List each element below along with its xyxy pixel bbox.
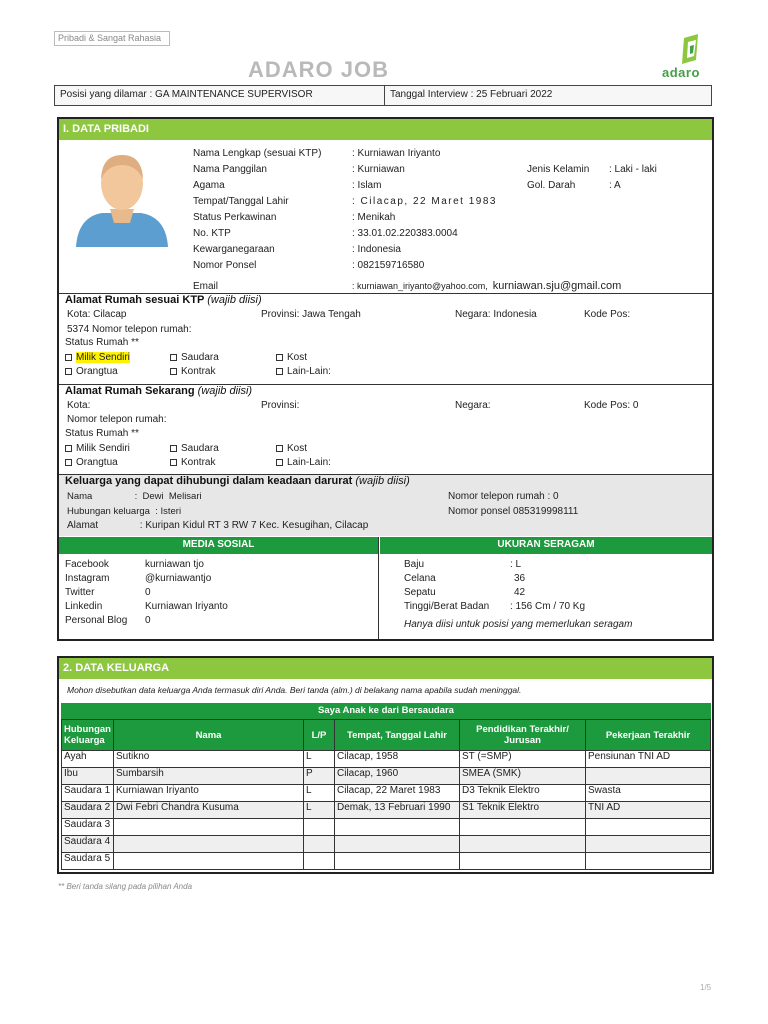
table-cell: Saudara 4 — [62, 836, 114, 853]
column-header: Pekerjaan Terakhir — [586, 720, 711, 751]
table-cell — [586, 768, 711, 785]
blood-value: : A — [609, 180, 621, 191]
cur-negara: Negara: — [455, 400, 491, 411]
table-cell: L — [304, 802, 335, 819]
table-cell: L — [304, 751, 335, 768]
field-value: : Kurniawan — [352, 164, 405, 175]
checkbox-icon — [276, 354, 283, 361]
field-value: : Islam — [352, 180, 382, 191]
social-value: 0 — [145, 615, 151, 626]
table-cell: Pensiunan TNI AD — [586, 751, 711, 768]
table-cell — [586, 853, 711, 870]
ktp-opt-orangtua[interactable] — [65, 366, 118, 377]
table-header-row — [62, 720, 711, 751]
table-cell: Saudara 2 — [62, 802, 114, 819]
option-label: Lain-Lain: — [287, 457, 331, 468]
table-row — [62, 819, 711, 836]
table-cell — [460, 836, 586, 853]
cur-opt-kontrak[interactable] — [170, 457, 215, 468]
option-label: Milik Sendiri — [76, 443, 130, 454]
email-label: Email — [193, 281, 219, 292]
option-label: Kontrak — [181, 457, 216, 468]
uniform-label: Baju — [404, 559, 425, 570]
table-cell — [114, 836, 304, 853]
table-cell — [335, 836, 460, 853]
table-cell — [114, 853, 304, 870]
family-table — [61, 719, 711, 870]
table-cell: Sumbarsih — [114, 768, 304, 785]
table-cell: L — [304, 785, 335, 802]
table-cell: Saudara 5 — [62, 853, 114, 870]
email-value: : kurniawan_iriyanto@yahoo.com, — [352, 281, 488, 291]
table-cell: Saudara 3 — [62, 819, 114, 836]
checkbox-icon — [170, 368, 177, 375]
table-row — [62, 853, 711, 870]
option-label: Kontrak — [181, 366, 216, 377]
column-header: Nama — [114, 720, 304, 751]
field-row — [193, 260, 533, 276]
emergency-address: Alamat : Kuripan Kidul RT 3 RW 7 Kec. Kesugihan, Cilacap — [67, 520, 369, 531]
field-row — [193, 180, 533, 196]
table-row — [62, 751, 711, 768]
position-applied: Posisi yang dilamar : GA MAINTENANCE SUPERVISOR — [55, 86, 385, 105]
uniform-label: Tinggi/Berat Badan — [404, 601, 490, 612]
option-label: Kost — [287, 443, 308, 454]
table-row — [62, 802, 711, 819]
uniform-value: 36 — [514, 573, 526, 584]
adaro-logo — [660, 34, 714, 82]
email-value-2: kurniawan.sju@gmail.com — [492, 280, 622, 292]
field-value: : 082159716580 — [352, 260, 425, 271]
ktp-opt-kost[interactable] — [276, 352, 307, 363]
emergency-title — [65, 475, 410, 487]
section-data-pribadi — [57, 117, 714, 641]
confidential-label: Pribadi & Sangat Rahasia — [54, 31, 170, 46]
uniform-value: : L — [510, 559, 522, 570]
table-cell — [335, 819, 460, 836]
option-label: Milik Sendiri — [76, 352, 130, 363]
current-address-title-text: Alamat Rumah Sekarang — [65, 385, 195, 397]
table-cell: S1 Teknik Elektro — [460, 802, 586, 819]
uniform-row — [404, 573, 704, 587]
uniform-label: Celana — [404, 573, 436, 584]
social-label: Facebook — [65, 559, 109, 570]
cur-kodepos: Kode Pos: 0 — [584, 400, 639, 411]
uniform-list — [404, 559, 704, 615]
checkbox-icon — [276, 368, 283, 375]
social-list — [65, 559, 365, 629]
column-header: Tempat, Tanggal Lahir — [335, 720, 460, 751]
cur-opt-saudara[interactable] — [170, 443, 219, 454]
option-label: Saudara — [181, 352, 219, 363]
table-row — [62, 768, 711, 785]
emergency-note: (wajib diisi) — [355, 475, 410, 487]
checkbox-icon — [65, 368, 72, 375]
table-cell: Cilacap, 22 Maret 1983 — [335, 785, 460, 802]
table-cell: Ayah — [62, 751, 114, 768]
field-row — [193, 228, 533, 244]
option-label: Orangtua — [76, 366, 118, 377]
table-cell — [586, 819, 711, 836]
social-label: Instagram — [65, 573, 110, 584]
social-value: Kurniawan Iriyanto — [145, 601, 228, 612]
field-row — [193, 164, 533, 180]
cur-status-label: Status Rumah ** — [65, 428, 139, 439]
social-row — [65, 615, 365, 629]
field-value: : Menikah — [352, 212, 396, 223]
ktp-opt-saudara[interactable] — [170, 352, 219, 363]
ktp-address-title — [65, 294, 262, 306]
emergency-mobile: Nomor ponsel 085319998111 — [448, 506, 579, 517]
checkbox-icon — [65, 445, 72, 452]
ktp-opt-milik[interactable] — [65, 352, 130, 363]
column-header: L/P — [304, 720, 335, 751]
field-label: Kewarganegaraan — [193, 244, 275, 255]
field-label: No. KTP — [193, 228, 231, 239]
emergency-title-text: Keluarga yang dapat dihubungi dalam keadaan darurat — [65, 475, 353, 487]
table-cell: Swasta — [586, 785, 711, 802]
social-value: kurniawan tjo — [145, 559, 204, 570]
interview-date: Tanggal Interview : 25 Februari 2022 — [390, 89, 553, 100]
current-address-title — [65, 385, 252, 397]
field-label: Agama — [193, 180, 225, 191]
ktp-provinsi: Provinsi: Jawa Tengah — [261, 309, 361, 320]
social-row — [65, 601, 365, 615]
table-cell — [114, 819, 304, 836]
table-row — [62, 785, 711, 802]
field-label: Nomor Ponsel — [193, 260, 257, 271]
family-table-body — [62, 751, 711, 870]
page-number: 1/5 — [700, 983, 712, 992]
ktp-address-note: (wajib diisi) — [207, 294, 262, 306]
checkbox-icon — [170, 459, 177, 466]
table-cell: Dwi Febri Chandra Kusuma — [114, 802, 304, 819]
avatar-icon — [74, 149, 169, 247]
cur-opt-milik[interactable] — [65, 443, 130, 454]
gender-label: Jenis Kelamin — [527, 164, 590, 175]
uniform-title: UKURAN SERAGAM — [380, 537, 712, 554]
option-label: Kost — [287, 352, 308, 363]
column-header: Hubungan Keluarga — [62, 720, 114, 751]
social-label: Twitter — [65, 587, 95, 598]
table-cell: Saudara 1 — [62, 785, 114, 802]
table-cell: Ibu — [62, 768, 114, 785]
position-bar — [54, 85, 712, 106]
page-title: ADARO JOB — [248, 57, 390, 82]
ktp-status-label: Status Rumah ** — [65, 337, 139, 348]
table-cell: Sutikno — [114, 751, 304, 768]
family-table-title: Saya Anak ke dari Bersaudara — [61, 703, 711, 719]
field-value: : Indonesia — [352, 244, 401, 255]
cur-phone: Nomor telepon rumah: — [67, 414, 167, 425]
uniform-panel — [380, 537, 712, 639]
field-value: : Cilacap, 22 Maret 1983 — [352, 196, 497, 207]
option-label: Saudara — [181, 443, 219, 454]
gender-value: : Laki - laki — [609, 164, 657, 175]
table-cell: Cilacap, 1958 — [335, 751, 460, 768]
table-cell — [304, 836, 335, 853]
adaro-logo-icon — [660, 34, 714, 66]
field-row — [193, 196, 533, 212]
checkbox-icon — [276, 445, 283, 452]
social-label: Personal Blog — [65, 615, 128, 626]
table-cell: TNI AD — [586, 802, 711, 819]
ktp-opt-kontrak[interactable] — [170, 366, 215, 377]
uniform-row — [404, 559, 704, 573]
uniform-value: : 156 Cm / 70 Kg — [510, 601, 586, 612]
table-cell — [304, 853, 335, 870]
social-media-panel — [59, 537, 379, 639]
checkbox-icon — [170, 445, 177, 452]
ktp-opt-lain[interactable] — [276, 366, 331, 377]
table-cell — [304, 819, 335, 836]
cur-provinsi: Provinsi: — [261, 400, 300, 411]
field-row — [193, 212, 533, 228]
section-title: I. DATA PRIBADI — [59, 119, 712, 140]
field-row — [193, 244, 533, 260]
ktp-negara: Negara: Indonesia — [455, 309, 537, 320]
table-cell: D3 Teknik Elektro — [460, 785, 586, 802]
field-label: Nama Panggilan — [193, 164, 267, 175]
column-header: Pendidikan Terakhir/ Jurusan — [460, 720, 586, 751]
section-data-keluarga — [57, 656, 714, 874]
social-label: Linkedin — [65, 601, 103, 612]
ktp-kota: Kota: Cilacap — [67, 309, 127, 320]
checkbox-icon — [170, 354, 177, 361]
table-cell: ST (=SMP) — [460, 751, 586, 768]
option-label: Lain-Lain: — [287, 366, 331, 377]
logo-text: adaro — [662, 65, 700, 80]
table-cell: SMEA (SMK) — [460, 768, 586, 785]
blood-label: Gol. Darah — [527, 180, 576, 191]
field-label: Nama Lengkap (sesuai KTP) — [193, 148, 322, 159]
section-title: 2. DATA KELUARGA — [59, 658, 712, 679]
social-media-title: MEDIA SOSIAL — [59, 537, 378, 554]
cur-opt-kost[interactable] — [276, 443, 307, 454]
cur-opt-lain[interactable] — [276, 457, 331, 468]
table-cell — [586, 836, 711, 853]
table-row — [62, 836, 711, 853]
ktp-address-title-text: Alamat Rumah sesuai KTP — [65, 294, 205, 306]
emergency-name: Nama : Dewi Melisari — [67, 491, 202, 502]
field-label: Tempat/Tanggal Lahir — [193, 196, 289, 207]
checkbox-icon — [65, 459, 72, 466]
social-value: 0 — [145, 587, 151, 598]
uniform-label: Sepatu — [404, 587, 436, 598]
cur-opt-orangtua[interactable] — [65, 457, 118, 468]
email-row — [193, 280, 621, 292]
table-cell — [460, 853, 586, 870]
table-cell: Cilacap, 1960 — [335, 768, 460, 785]
uniform-row — [404, 601, 704, 615]
checkbox-icon — [276, 459, 283, 466]
emergency-contact-panel — [59, 475, 712, 536]
personal-fields — [193, 148, 533, 276]
footnote: ** Beri tanda silang pada pilihan Anda — [58, 882, 193, 891]
field-value: : 33.01.02.220383.0004 — [352, 228, 458, 239]
cur-kota: Kota: — [67, 400, 91, 411]
field-row — [193, 148, 533, 164]
checkbox-icon — [65, 354, 72, 361]
social-row — [65, 587, 365, 601]
ktp-kodepos: Kode Pos: — [584, 309, 631, 320]
section-intro: Mohon disebutkan data keluarga Anda termasuk diri Anda. Beri tanda (alm.) di belakang nama apabila sudah meninggal. — [67, 685, 522, 695]
table-cell — [460, 819, 586, 836]
current-address-note: (wajib diisi) — [197, 385, 253, 397]
table-cell — [335, 853, 460, 870]
social-value: @kurniawantjo — [145, 573, 212, 584]
option-label: Orangtua — [76, 457, 118, 468]
uniform-note: Hanya diisi untuk posisi yang memerlukan seragam — [404, 619, 633, 630]
table-cell: Kurniawan Iriyanto — [114, 785, 304, 802]
ktp-phone: 5374 Nomor telepon rumah: — [67, 324, 192, 335]
social-row — [65, 573, 365, 587]
table-cell: Demak, 13 Februari 1990 — [335, 802, 460, 819]
emergency-home-phone: Nomor telepon rumah : 0 — [448, 491, 559, 502]
field-label: Status Perkawinan — [193, 212, 277, 223]
social-row — [65, 559, 365, 573]
uniform-row — [404, 587, 704, 601]
field-value: : Kurniawan Iriyanto — [352, 148, 441, 159]
table-cell: P — [304, 768, 335, 785]
uniform-value: 42 — [514, 587, 526, 598]
emergency-relation: Hubungan keluarga : Isteri — [67, 506, 182, 517]
